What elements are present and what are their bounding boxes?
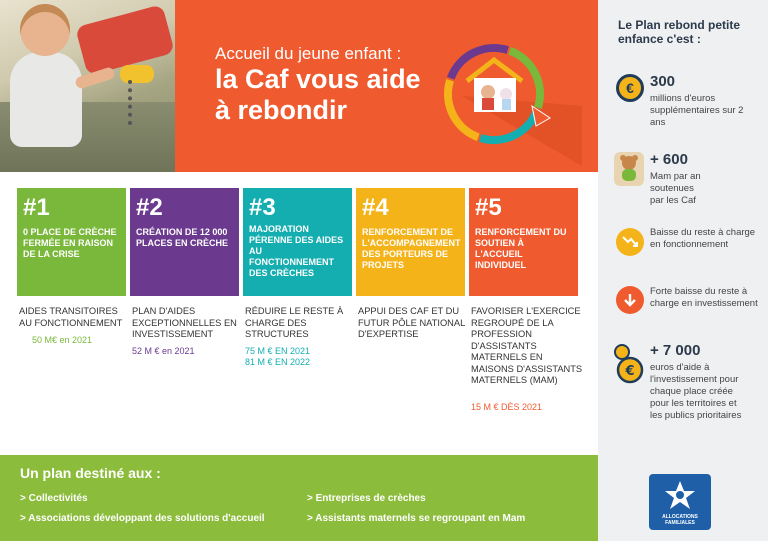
card-5-description: FAVORISER L'EXERCICE REGROUPÉ DE LA PROFESSION D'ASSISTANTS MATERNELS EN MAISONS D'ASSISTANTS MATERNELS (MAM) [471,306,583,385]
sidebar-title: Le Plan rebond petite enfance c'est : [618,18,741,46]
sidebar-item-2-text: Mam par an soutenues par les Caf [650,171,701,206]
hero-title-line3: à rebondir [215,95,348,125]
plan-title: Un plan destiné aux : [20,465,161,481]
sidebar-item-2-value: + 600 [650,151,688,168]
card-1-title: 0 PLACE DE CRÈCHE FERMÉE EN RAISON DE LA CRISE [23,227,117,259]
sidebar-item-5-text: euros d'aide à l'investissement pour chaque place créée pour les territoires et les publics prioritaires [650,362,742,421]
sidebar-item-1-text: millions d'euros supplémentaires sur 2 ans [650,93,744,128]
sidebar-item-4-text: Forte baisse du reste à charge en investissement [650,286,758,309]
card-2-description: PLAN D'AIDES EXCEPTIONNELLES EN INVESTISSEMENT [132,306,237,339]
trend-down-icon [616,228,644,256]
plan-item-assistants: > Assistants maternels se regroupant en Mam [307,513,526,524]
card-2-number: #2 [136,194,163,221]
card-4 [356,188,465,296]
card-5 [469,188,578,296]
card-3-amount-1: 75 M € EN 2021 [245,346,311,356]
plan-item-associations: > Associations développant des solutions d'accueil [20,513,265,524]
card-3 [243,188,352,296]
caf-logo-text: ALLOCATIONS FAMILIALES [662,514,698,526]
card-5-title: RENFORCEMENT DU SOUTIEN À L'ACCUEIL INDIVIDUEL [475,227,567,270]
card-2-amount: 52 M € en 2021 [132,346,195,356]
sidebar-item-3-text: Baisse du reste à charge en fonctionnement [650,227,756,250]
card-5-number: #5 [475,194,502,221]
card-1-number: #1 [23,194,50,221]
card-4-number: #4 [362,194,389,221]
hero-title-line2: la Caf vous aide [215,64,421,94]
card-3-title: MAJORATION PÉRENNE DES AIDES AU FONCTIONNEMENT DES CRÈCHES [249,224,344,278]
card-1-amount: 50 M€ en 2021 [32,335,93,345]
card-3-amount-2: 81 M € EN 2022 [245,357,311,367]
card-1-description: AIDES TRANSITOIRES AU FONCTIONNEMENT [19,306,123,328]
sidebar [598,0,768,541]
card-3-description: RÉDUIRE LE RESTE À CHARGE DES STRUCTURES [245,306,344,339]
plan-item-collectivites: > Collectivités [20,493,88,504]
card-4-description: APPUI DES CAF ET DU FUTUR PÔLE NATIONAL D'EXPERTISE [358,306,465,339]
sidebar-item-5-value: + 7 000 [650,342,701,359]
card-1 [17,188,126,296]
teddy-bear-icon [614,152,644,186]
card-2 [130,188,239,296]
hero-title-line1: Accueil du jeune enfant : [215,44,402,63]
rebond-logo-icon [432,36,582,166]
hero-title [215,44,421,126]
card-4-title: RENFORCEMENT DE L'ACCOMPAGNEMENT DES PORTEURS DE PROJETS [362,227,461,270]
hero-banner [0,0,598,172]
euro-coin-icon: € [616,74,644,102]
plan-audience-section [0,455,598,541]
svg-text:€: € [625,364,635,379]
card-5-amount: 15 M € DÈS 2021 [471,402,543,412]
arrow-down-icon [616,286,644,314]
card-3-number: #3 [249,194,276,221]
euro-coins-icon [612,344,646,384]
child-playground-photo [0,0,175,172]
sidebar-item-1-value: 300 [650,73,676,90]
plan-item-entreprises: > Entreprises de crèches [307,493,426,504]
card-2-title: CRÉATION DE 12 000 PLACES EN CRÈCHE [136,227,229,248]
caf-logo [649,474,711,530]
